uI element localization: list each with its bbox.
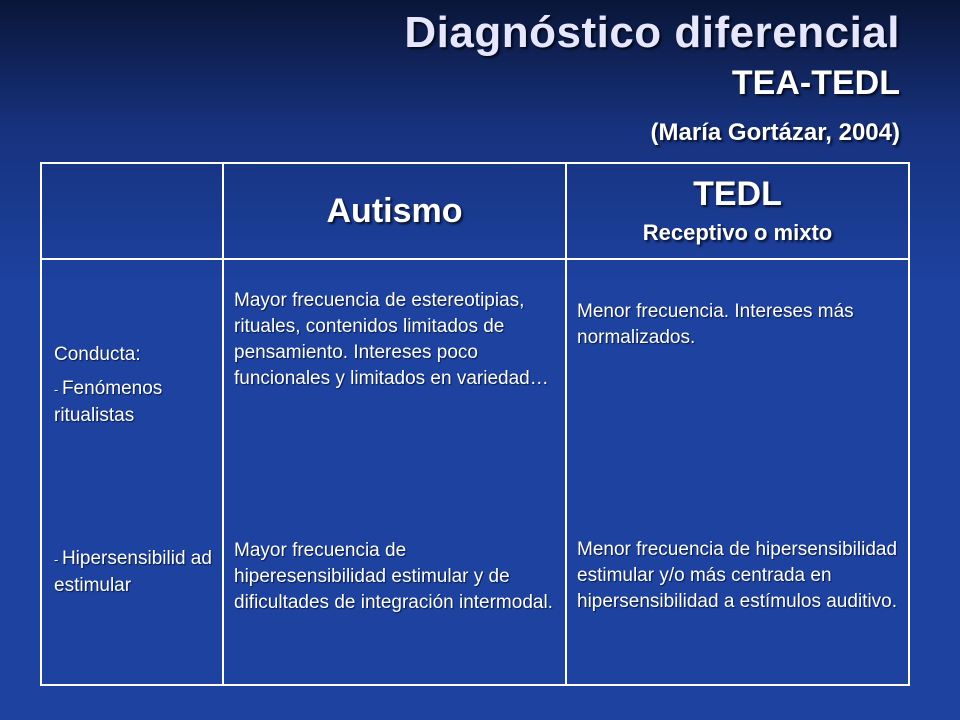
table-row <box>41 259 909 685</box>
autismo-para-rituals: Mayor frecuencia de estereotipias, rituales, contenidos limitados de pensamiento. Intereses poco funcionales y limitados en variedad… <box>234 290 549 389</box>
criteria-item-rituals-text: Fenómenos ritualistas <box>54 378 163 426</box>
tedl-para-hypersensitivity: Menor frecuencia de hipersensibilidad estimular y/o más centrada en hipersensibilidad a estímulos auditivo. <box>577 539 898 612</box>
criteria-item-hypersensitivity-text: Hipersensibilid ad estimular <box>54 548 212 596</box>
item-dash: - <box>54 552 62 567</box>
criteria-item-rituals <box>54 376 220 429</box>
header-autismo-label: Autismo <box>326 192 463 230</box>
header-tedl-label: TEDL <box>693 175 782 213</box>
header-empty-cell <box>41 163 223 259</box>
criteria-item-hypersensitivity <box>54 546 222 599</box>
autismo-cell <box>223 259 566 685</box>
tedl-cell <box>566 259 909 685</box>
tedl-para-rituals: Menor frecuencia. Intereses más normalizados. <box>577 301 854 348</box>
header-tedl-cell <box>566 163 909 259</box>
slide-header <box>404 6 900 147</box>
slide-citation: (María Gortázar, 2004) <box>650 119 900 146</box>
slide-subtitle: TEA-TEDL <box>731 64 900 102</box>
item-dash: - <box>54 382 62 397</box>
comparison-table <box>40 162 910 686</box>
header-tedl-sublabel: Receptivo o mixto <box>642 220 833 245</box>
autismo-para-hypersensitivity: Mayor frecuencia de hiperesensibilidad estimular y de dificultades de integración intermodal. <box>234 540 553 613</box>
criteria-cell <box>41 259 223 685</box>
table-header-row <box>41 163 909 259</box>
header-autismo-cell <box>223 163 566 259</box>
slide-title: Diagnóstico diferencial <box>404 8 900 57</box>
criteria-section-label: Conducta: <box>54 344 141 365</box>
